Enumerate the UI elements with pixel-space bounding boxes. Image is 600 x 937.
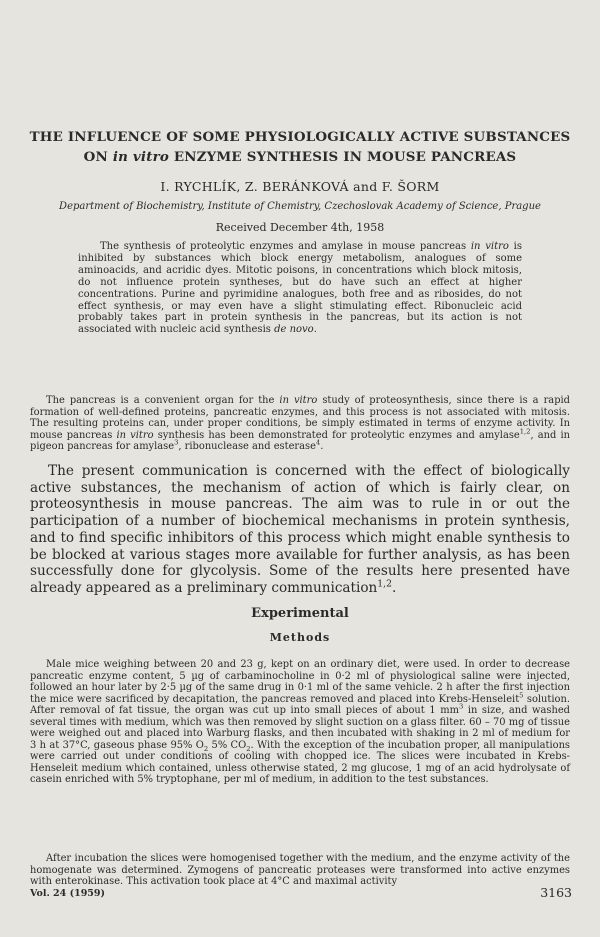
intro-text: synthesis has been demonstrated for proteolytic enzymes and amylase (153, 429, 520, 441)
abstract-text: is inhibited by substances which block energy metabolism, analogues of some aminoacids, and acridic dyes. Mitotic poisons, in concentrations which block mitosis, do not influence protein syntheses, but do have such an effect at higher concentrations. Purine and pyrimidine analogues, both free and as ribosides, do not effect synthesis, or may even have a slight stimulating effect. Ribonucleic acid probably takes part in protein synthesis in the pancreas, but its action is not associated with nucleic acid synthesis (78, 241, 522, 336)
abstract-text: The synthesis of proteolytic enzymes and amylase in mouse pancreas (100, 241, 467, 252)
title-line-2-italic: in vitro (112, 149, 169, 165)
intro-text: , and in pigeon pancreas for amylase (30, 429, 570, 452)
main-text: The present communication is concerned with the effect of biologically active substances, the mechanism of action of which is fairly clear, on proteosynthesis in mouse pancreas. The aim was to rule in or out the participation of a number of biochemical mechanisms in protein synthesis, and to find specific inhibitors of this process which might enable synthesis to be blocked at various stages more available for further analysis, as has been successfully done for glycolysis. Some of the results here presented have already appeared as a preliminary communication (30, 463, 570, 596)
reference-superscript: 4 (315, 438, 321, 447)
abstract-italic: de novo (274, 324, 314, 336)
intro-paragraph (30, 395, 570, 453)
abstract (78, 241, 522, 336)
abstract-text: . (313, 324, 317, 336)
abstract-italic: in vitro (470, 241, 509, 252)
reference-superscript: 5 (519, 691, 524, 700)
chemical-subscript: 2 (203, 744, 209, 753)
section-heading: Experimental (251, 606, 349, 621)
title-line-2-prefix: ON (83, 149, 113, 165)
intro-text: , ribonuclease and esterase (178, 441, 316, 452)
page-number: 3163 (540, 885, 572, 900)
methods-text: 5% CO (208, 739, 247, 751)
methods-paragraph (30, 659, 570, 786)
subsection-heading: Methods (269, 631, 331, 644)
affiliation: Department of Biochemistry, Institute of Chemistry, Czechoslovak Academy of Science, Prague (59, 201, 541, 212)
volume-footer: Vol. 24 (1959) (30, 888, 106, 899)
intro-text: . (320, 441, 324, 452)
reference-superscript: 1,2 (377, 578, 392, 590)
reference-superscript: 1,2 (519, 427, 531, 436)
reference-superscript: 3 (174, 438, 179, 447)
authors: I. RYCHLÍK, Z. BERÁNKOVÁ and F. ŠORM (160, 179, 440, 194)
unit-superscript: 3 (458, 702, 464, 711)
title-line-1: THE INFLUENCE OF SOME PHYSIOLOGICALLY ACTIVE SUBSTANCES (29, 129, 571, 145)
title-line-2-suffix: ENZYME SYNTHESIS IN MOUSE PANCREAS (168, 149, 517, 165)
methods-text: . With the exception of the incubation proper, all manipulations were carried out under conditions of cooling with chopped ice. The slices were incubated in Krebs-Henseleit medium which contained, unless otherwise stated, 2 mg glucose, 1 mg of an acid hydrolysate of casein enriched with 5% tryptophane, per ml of medium, in addition to the test substances. (30, 739, 570, 785)
main-text: . (391, 579, 397, 596)
incubation-paragraph: After incubation the slices were homogenised together with the medium, and the enzyme activity of the homogenate was determined. Zymogens of pancreatic proteases were transformed into active enzymes with enterokinase. This activation took place at 4°C and maximal activity (30, 853, 570, 887)
chemical-subscript: 2 (246, 744, 251, 753)
intro-italic: in vitro (279, 395, 318, 406)
intro-text: study of proteosynthesis, since there is a rapid formation of well-defined proteins, pancreatic enzymes, and this process is not associated with mitosis. The resulting proteins can, under proper conditions, be simply estimated in terms of enzyme activity. In mouse pancreas (30, 395, 570, 441)
intro-italic: in vitro (116, 429, 154, 441)
methods-text: Male mice weighing between 20 and 23 g, kept on an ordinary diet, were used. In order to decrease pancreatic enzyme content, 5 µg of carbaminocholine in 0·2 ml of physiological saline were injected, followed an hour later by 2·5 µg of the same drug in 0·1 ml of the same vehicle. 2 h after the first injection the mice were sacrificed by decapitation, the pancreas removed and placed into Krebs-Henseleit (30, 659, 570, 705)
received-date: Received December 4th, 1958 (215, 221, 385, 234)
main-paragraph (30, 463, 570, 597)
article-title (20, 127, 580, 167)
methods-text: solution. After removal of fat tissue, the organ was cut up into small pieces of about 1 mm (30, 693, 570, 716)
methods-text: in size, and washed several times with medium, which was then removed by slight suction on a glass filter. 60 – 70 mg of tissue were weighed out and placed into Warburg flasks, and then incubated with shaking in 2 ml of medium for 3 h at 37°C, gaseous phase 95% O (30, 705, 570, 751)
intro-text: The pancreas is a convenient organ for the (46, 395, 280, 406)
